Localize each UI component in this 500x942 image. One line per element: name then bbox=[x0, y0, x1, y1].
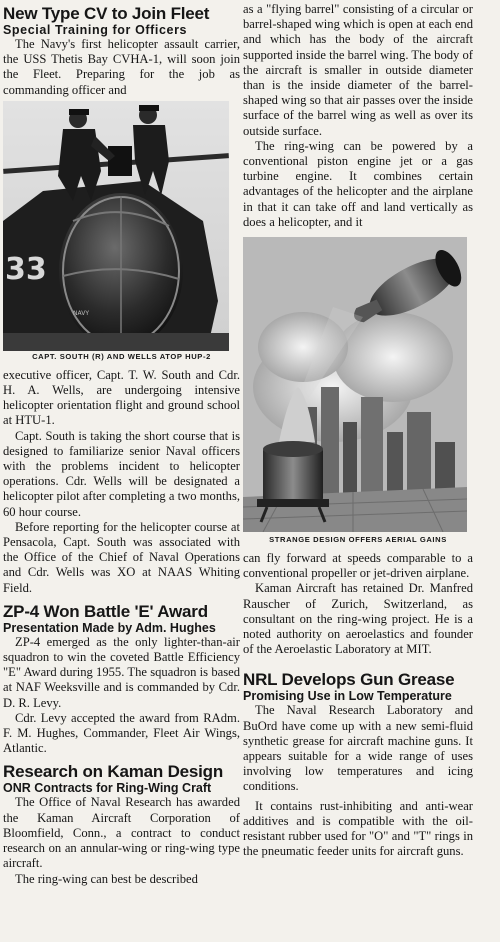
right-column bbox=[243, 0, 473, 860]
svg-text:33: 33 bbox=[5, 251, 47, 287]
article2-paragraph-2: Cdr. Levy accepted the award from RAdm. F. M. Hughes, Commander, Fleet Air Wings, Atlantic. bbox=[3, 710, 240, 756]
headline-nrl-gun-grease: NRL Develops Gun Grease bbox=[243, 670, 455, 690]
ring-wing-caption: STRANGE DESIGN OFFERS AERIAL GAINS bbox=[269, 535, 447, 545]
article3-cont-paragraph-2: The ring-wing can be powered by a conventional piston engine jet or a gas turbine engine. It combines certain advantages of the helicopter and the airplane in that it can take off and land vertically as does a helicopter, and it bbox=[243, 138, 473, 229]
headline-zp4-award: ZP-4 Won Battle 'E' Award bbox=[3, 601, 208, 621]
article2-paragraph-1: ZP-4 emerged as the only lighter-than-air squadron to win the coveted Battle Efficiency "E" Award during 1955. The squadron is based at NAF Weeksville and is commanded by Cdr. D. R. Levy. bbox=[3, 634, 240, 710]
article1-paragraph-2: executive officer, Capt. T. W. South and Cdr. H. A. Wells, are undergoing intensive helicopter orientation flight and ground school at HTU-1. bbox=[3, 367, 240, 428]
helicopter-photo bbox=[3, 101, 229, 351]
helicopter-photo-caption: CAPT. SOUTH (R) AND WELLS ATOP HUP-2 bbox=[32, 351, 211, 361]
svg-text:NAVY: NAVY bbox=[73, 309, 89, 317]
subhead-presentation: Presentation Made by Adm. Hughes bbox=[3, 620, 216, 635]
subhead-special-training: Special Training for Officers bbox=[3, 23, 188, 37]
subhead-onr-contracts: ONR Contracts for Ring-Wing Craft bbox=[3, 781, 212, 796]
article4-paragraph-2: It contains rust-inhibiting and anti-wear additives and is compatible with the oil-resistant rubber used for "O" and "T" rings in the pneumatic feeder units for aircraft guns. bbox=[243, 798, 473, 859]
article1-paragraph-1: The Navy's first helicopter assault carrier, the USS Thetis Bay CVHA-1, will soon join the Fleet. Preparing for the job as commanding officer and bbox=[3, 37, 240, 97]
headline-new-type-cv: New Type CV to Join Fleet bbox=[3, 4, 210, 23]
article3-cont-paragraph-1: as a "flying barrel" consisting of a circular or barrel-shaped wing which is open at each end and which has the body of the aircraft supported inside the barrel wing. The body of the aircraft is smaller in outside diameter than is the inside diameter of the barrel-shaped wing so that air passes over the inside surface of the barrel wing as well as over its outside surface. bbox=[243, 2, 473, 138]
article3-paragraph-2: The ring-wing can best be described bbox=[15, 871, 198, 886]
subhead-low-temperature: Promising Use in Low Temperature bbox=[243, 689, 452, 704]
left-column bbox=[3, 0, 240, 887]
article1-paragraph-3: Capt. South is taking the short course that is designed to familiarize senior Naval officers with the problems incident to helicopter operations. Cdr. Wells will be designated a helicopter pilot after completing a two months, 60 hour course. bbox=[3, 428, 240, 519]
article3-cont-paragraph-3: can fly forward at speeds comparable to a conventional propeller or jet-driven airplane. bbox=[243, 551, 473, 581]
headline-kaman-research: Research on Kaman Design bbox=[3, 762, 224, 782]
article4-paragraph-1: The Naval Research Laboratory and BuOrd have come up with a new semi-fluid synthetic grease for aircraft machine guns. It appears suitable for a wide range of uses involving low temperatures and icing conditions. bbox=[243, 703, 473, 794]
article3-paragraph-1: The Office of Naval Research has awarded the Kaman Aircraft Corporation of Bloomfield, Conn., a contract to conduct research on an annular-wing or ring-wing type aircraft. bbox=[3, 795, 240, 871]
article1-paragraph-4: Before reporting for the helicopter course at Pensacola, Capt. South was associated with the Office of the Chief of Naval Operations and Cdr. Wells was XO at NAAS Whiting Field. bbox=[3, 519, 240, 595]
article3-cont-paragraph-4: Kaman Aircraft has retained Dr. Manfred Rauscher of Zurich, Switzerland, as consultant on the ring-wing project. He is a noted authority on aeroelastics and founder of the Aeroelastic Laboratory at MIT. bbox=[243, 581, 473, 657]
ring-wing-illustration bbox=[243, 237, 467, 532]
